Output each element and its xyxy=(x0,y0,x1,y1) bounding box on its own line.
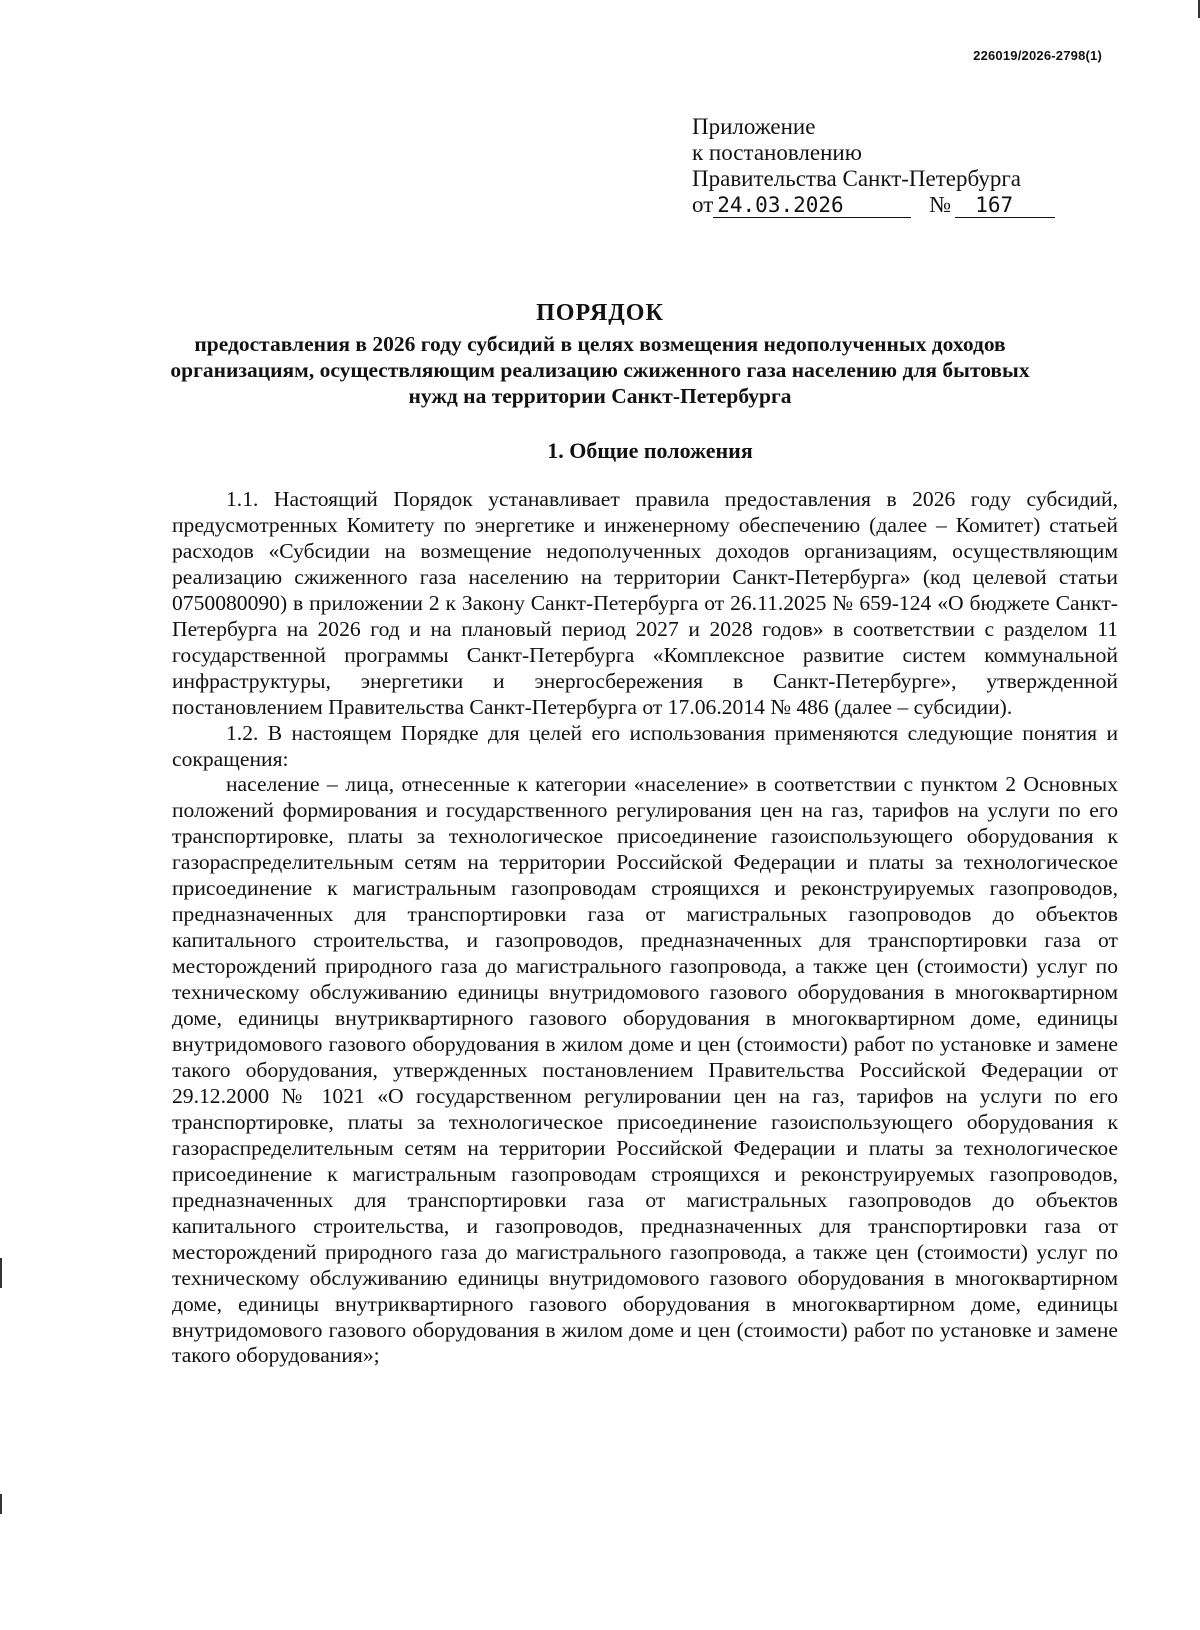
paragraph-1-2: 1.2. В настоящем Порядке для целей его использования применяются следующие понятия и сокращения: xyxy=(172,720,1118,771)
stamp-line-appendix: Приложение xyxy=(692,114,816,139)
stamp-date-row xyxy=(692,192,1055,218)
registration-number: 226019/2026-2798(1) xyxy=(973,48,1102,63)
document-subtitle: предоставления в 2026 году субсидий в целях возмещения недополученных доходов организациям, осуществляющим реализацию сжиженного газа населению для бытовых нужд на территории Санкт-Петербурга xyxy=(170,332,1030,408)
approval-stamp xyxy=(692,114,1055,218)
stamp-date-prefix: от xyxy=(692,192,714,217)
stamp-line-government: Правительства Санкт-Петербурга xyxy=(692,166,1021,191)
paragraph-1-1: 1.1. Настоящий Порядок устанавливает правила предоставления в 2026 году субсидий, предусмотренных Комитету по энергетике и инженерному обеспечению (далее – Комитет) статьей расходов «Субсидии на возмещение недополученных доходов организациям, осуществляющим реализацию сжиженного газа населению на территории Санкт-Петербурга» (код целевой статьи 0750080090) в приложении 2 к Закону Санкт-Петербурга от 26.11.2025 № 659-124 «О бюджете Санкт-Петербурга на 2026 год и на плановый период 2027 и 2028 годов» в соответствии с разделом 11 государственной программы Санкт-Петербурга «Комплексное развитие систем коммунальной инфраструктуры, энергетики и энергосбережения в Санкт-Петербурге», утвержденной постановлением Правительства Санкт-Петербурга от 17.06.2014 № 486 (далее – субсидии). xyxy=(172,487,1118,719)
document-title: ПОРЯДОК xyxy=(536,300,664,326)
document-body xyxy=(172,487,1118,1369)
stamp-number-sign: № xyxy=(929,192,952,217)
stamp-line-resolution: к постановлению xyxy=(692,140,862,165)
stamp-number-value: 167 xyxy=(955,193,1055,218)
stamp-date-value: 24.03.2026 xyxy=(713,193,911,218)
scan-edge-mark xyxy=(0,1258,2,1288)
section-heading: 1. Общие положения xyxy=(547,438,753,463)
scan-edge-mark xyxy=(0,1494,2,1514)
paragraph-definition-population: население – лица, отнесенные к категории «население» в соответствии с пунктом 2 Основных положений формирования и государственного регулирования цен на газ, тарифов на услуги по его транспортировке, платы за технологическое присоединение газоиспользующего оборудования к газораспределительным сетям на территории Российской Федерации и платы за технологическое присоединение к магистральным газопроводам строящихся и реконструируемых газопроводов, предназначенных для транспортировки газа от магистральных газопроводов до объектов капитального строительства, и газопроводов, предназначенных для транспортировки газа от месторождений природного газа до магистрального газопровода, а также цен (стоимости) услуг по техническому обслуживанию единицы внутридомового газового оборудования в многоквартирном доме, единицы внутриквартирного газового оборудования в многоквартирном доме, единицы внутридомового газового оборудования в жилом доме и цен (стоимости) работ по установке и замене такого оборудования, утвержденных постановлением Правительства Российской Федерации от 29.12.2000 № 1021 «О государственном регулировании цен на газ, тарифов на услуги по его транспортировке, платы за технологическое присоединение газоиспользующего оборудования к газораспределительным сетям на территории Российской Федерации и платы за технологическое присоединение к магистральным газопроводам строящихся и реконструируемых газопроводов, предназначенных для транспортировки газа от магистральных газопроводов до объектов капитального строительства, и газопроводов, предназначенных для транспортировки газа от месторождений природного газа до магистрального газопровода, а также цен (стоимости) услуг по техническому обслуживанию единицы внутридомового газового оборудования в многоквартирном доме, единицы внутриквартирного газового оборудования в многоквартирном доме, единицы внутридомового газового оборудования в жилом доме и цен (стоимости) работ по установке и замене такого оборудования»; xyxy=(172,772,1118,1368)
